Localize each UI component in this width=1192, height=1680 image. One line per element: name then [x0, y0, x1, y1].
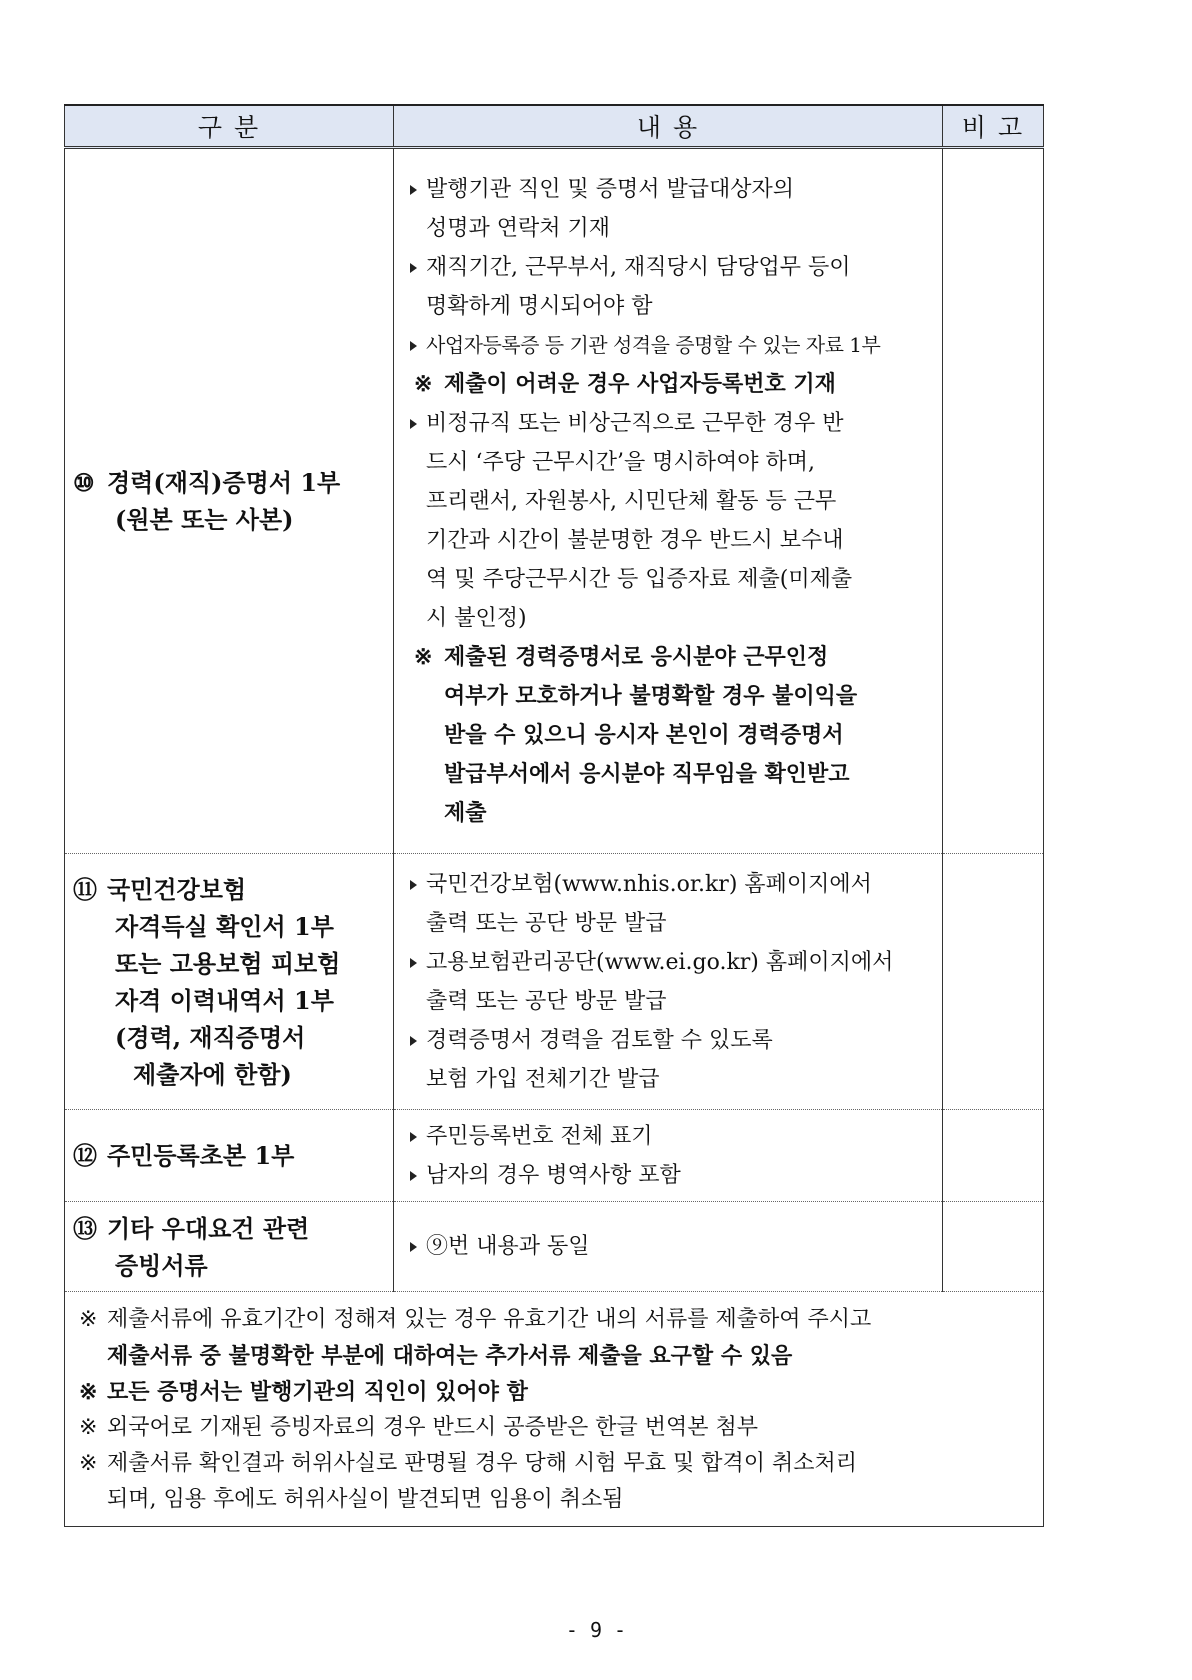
table-header-row [65, 105, 1044, 148]
bullet-item: 국민건강보험(www.nhis.or.kr) 홈페이지에서 [408, 865, 932, 904]
bullet-item: 재직기간, 근무부서, 재직당시 담당업무 등이 [408, 248, 932, 287]
requirements-table [64, 104, 1044, 1527]
header-category: 구 분 [65, 105, 394, 148]
bullet-item: 고용보험관리공단(www.ei.go.kr) 홈페이지에서 [408, 943, 932, 982]
note-item: ※ 제출이 어려운 경우 사업자등록번호 기재 [414, 370, 836, 397]
footnote [79, 1446, 1033, 1482]
footnote-text: 제출서류 확인결과 허위사실로 판명될 경우 당해 시험 무효 및 합격이 취소처리 [107, 1451, 857, 1476]
note-mark: ※ [79, 1451, 98, 1476]
category-line: 자격 이력내역서 1부 [115, 985, 334, 1015]
note-mark: ※ [79, 1415, 98, 1440]
category-cell [65, 854, 394, 1110]
header-content: 내 용 [394, 105, 943, 148]
bullet-continuation: 역 및 주당근무시간 등 입증자료 제출(미제출 [426, 566, 853, 592]
note-mark: ※ [79, 1379, 98, 1405]
category-cell [65, 1202, 394, 1292]
note-continuation: 발급부서에서 응시분야 직무임을 확인받고 [444, 760, 850, 787]
bullet-continuation: 성명과 연락처 기재 [426, 215, 611, 241]
note-item: ※ 제출된 경력증명서로 응시분야 근무인정 [414, 643, 829, 670]
bullet-item: 주민등록번호 전체 표기 [408, 1117, 932, 1156]
bullet-item: 경력증명서 경력을 검토할 수 있도록 [408, 1021, 932, 1060]
footnote [79, 1302, 1033, 1338]
category-line: 증빙서류 [115, 1250, 208, 1280]
category-line: 경력(재직)증명서 1부 [107, 468, 341, 497]
content-cell [394, 148, 943, 854]
bullet-continuation: 출력 또는 공단 방문 발급 [426, 988, 667, 1014]
footnote-text: 제출서류에 유효기간이 정해져 있는 경우 유효기간 내의 서류를 제출하여 주시고 [107, 1307, 872, 1332]
note-text: 제출된 경력증명서로 응시분야 근무인정 [444, 643, 829, 670]
note-continuation: 제출 [444, 799, 487, 826]
bullet-continuation: 보험 가입 전체기간 발급 [426, 1066, 660, 1092]
remarks-cell [943, 1110, 1044, 1202]
remarks-cell [943, 148, 1044, 854]
bullet-continuation: 프리랜서, 자원봉사, 시민단체 활동 등 근무 [426, 488, 837, 514]
category-line: 제출자에 한함) [133, 1059, 292, 1089]
page-number: - 9 - [565, 1618, 627, 1642]
category-line: 국민건강보험 [107, 874, 247, 904]
bullet-continuation: 드시 ‘주당 근무시간’을 명시하여야 하며, [426, 449, 815, 475]
category-cell [65, 148, 394, 854]
bullet-item: 남자의 경우 병역사항 포함 [408, 1156, 932, 1195]
category-line: 기타 우대요건 관련 [107, 1213, 310, 1243]
footnote [79, 1410, 1033, 1446]
footnotes-cell [65, 1292, 1044, 1527]
bullet-continuation: 명확하게 명시되어야 함 [426, 293, 653, 319]
bullet-continuation: 기간과 시간이 불분명한 경우 반드시 보수내 [426, 527, 844, 553]
footnote-text: 외국어로 기재된 증빙자료의 경우 반드시 공증받은 한글 번역본 첨부 [107, 1415, 759, 1440]
header-remarks: 비 고 [943, 105, 1044, 148]
note-text: 제출이 어려운 경우 사업자등록번호 기재 [444, 370, 836, 397]
bullet-item: ⑨번 내용과 동일 [408, 1227, 932, 1266]
category-line: 자격득실 확인서 1부 [115, 911, 334, 941]
category-line: (경력, 재직증명서 [115, 1022, 306, 1052]
content-cell [394, 1110, 943, 1202]
bullet-item: 발행기관 직인 및 증명서 발급대상자의 [408, 170, 932, 209]
category-cell [65, 1110, 394, 1202]
footnotes-row [65, 1292, 1044, 1527]
remarks-cell [943, 854, 1044, 1110]
remarks-cell [943, 1202, 1044, 1292]
content-cell [394, 1202, 943, 1292]
item-number: ⑩ [73, 468, 95, 497]
category-line: (원본 또는 사본) [115, 505, 294, 534]
table-row-career-certificate [65, 148, 1044, 854]
footnote-text: 모든 증명서는 발행기관의 직인이 있어야 함 [107, 1379, 528, 1405]
table-row-other-documents [65, 1202, 1044, 1292]
bullet-continuation: 시 불인정) [426, 605, 527, 631]
bullet-item: 비정규직 또는 비상근직으로 근무한 경우 반 [408, 404, 932, 443]
note-continuation: 받을 수 있으니 응시자 본인이 경력증명서 [444, 721, 844, 748]
table-row-resident-registration [65, 1110, 1044, 1202]
bullet-continuation: 출력 또는 공단 방문 발급 [426, 910, 667, 936]
item-number: ⑫ [73, 1141, 97, 1170]
category-line: 또는 고용보험 피보험 [115, 948, 341, 978]
note-continuation: 여부가 모호하거나 불명확할 경우 불이익을 [444, 682, 858, 709]
item-number: ⑬ [73, 1213, 97, 1243]
content-cell [394, 854, 943, 1110]
bullet-item: 사업자등록증 등 기관 성격을 증명할 수 있는 자료 1부 [408, 326, 932, 365]
footnote-continuation: 제출서류 중 불명확한 부분에 대하여는 추가서류 제출을 요구할 수 있음 [107, 1343, 793, 1369]
note-mark: ※ [79, 1307, 98, 1332]
table-row-insurance [65, 854, 1044, 1110]
footnote-continuation: 되며, 임용 후에도 허위사실이 발견되면 임용이 취소됨 [107, 1487, 624, 1512]
item-number: ⑪ [73, 874, 97, 904]
footnote [79, 1374, 1033, 1410]
category-line: 주민등록초본 1부 [107, 1141, 295, 1170]
